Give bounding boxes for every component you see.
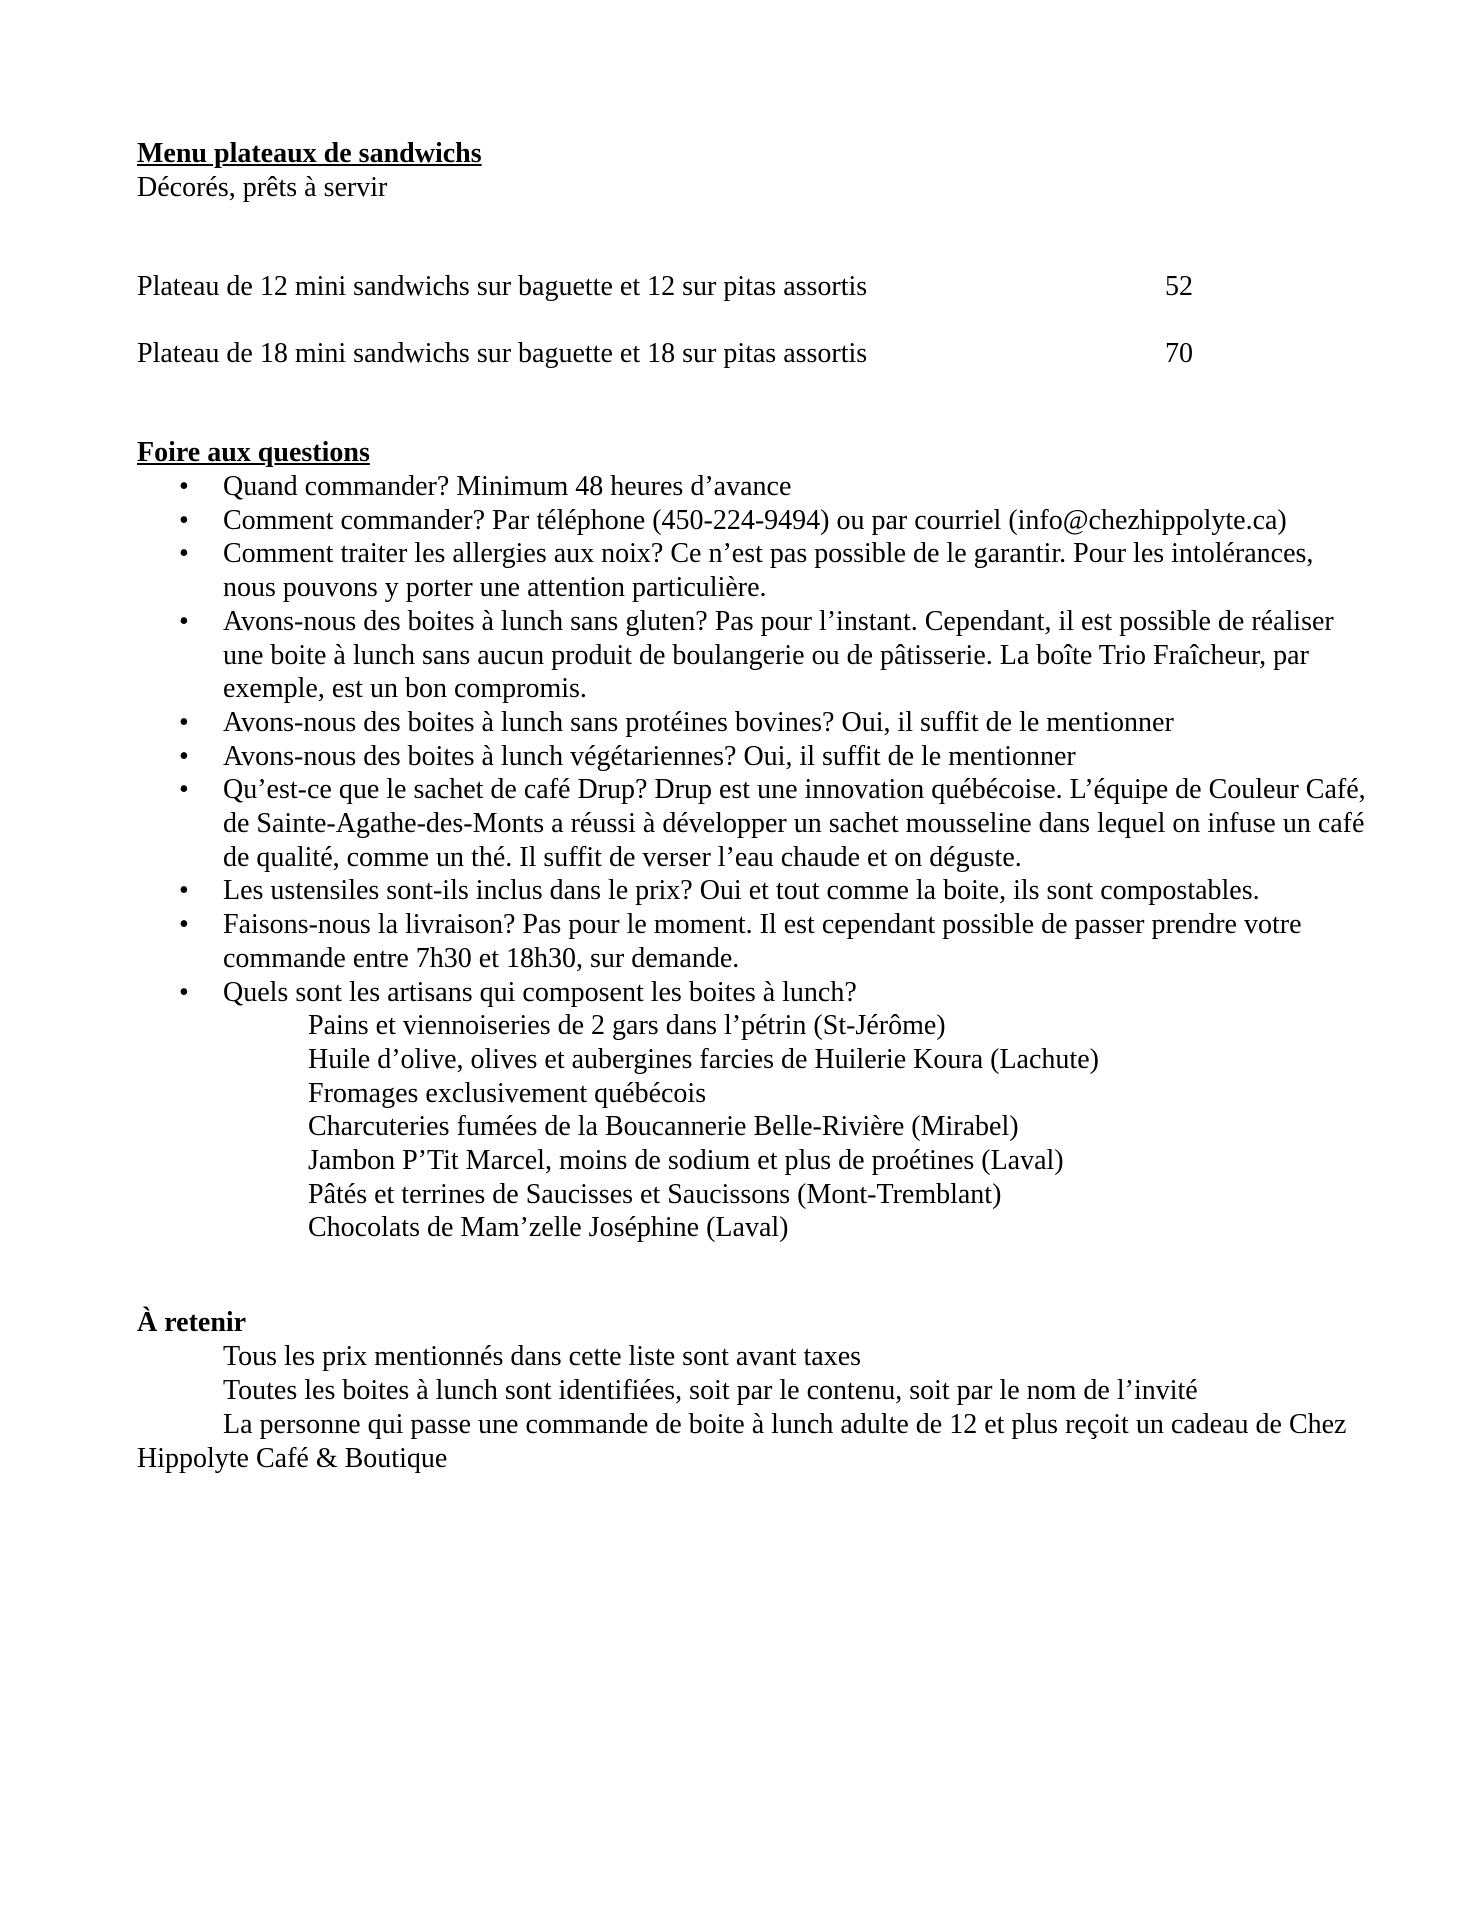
menu-item-price: 70 bbox=[1165, 338, 1193, 369]
faq-item bbox=[137, 874, 1367, 908]
artisan-item: Jambon P’Tit Marcel, moins de sodium et plus de proétines (Laval) bbox=[308, 1145, 1064, 1177]
bullet-icon: • bbox=[179, 909, 189, 941]
faq-item-text: Avons-nous des boites à lunch végétariennes? Oui, il suffit de le mentionner bbox=[223, 740, 1076, 772]
faq-list bbox=[137, 470, 1367, 1245]
artisan-item: Chocolats de Mam’zelle Joséphine (Laval) bbox=[308, 1212, 789, 1244]
bullet-icon: • bbox=[179, 605, 189, 637]
retain-item: Toutes les boites à lunch sont identifiées, soit par le contenu, soit par le nom de l’invité bbox=[223, 1375, 1198, 1406]
bullet-icon: • bbox=[179, 875, 189, 907]
bullet-icon: • bbox=[179, 976, 189, 1008]
faq-item-text: Avons-nous des boites à lunch sans protéines bovines? Oui, il suffit de le mentionner bbox=[223, 706, 1174, 738]
artisan-item: Fromages exclusivement québécois bbox=[308, 1077, 707, 1109]
artisan-item: Huile d’olive, olives et aubergines farcies de Huilerie Koura (Lachute) bbox=[308, 1043, 1099, 1075]
faq-item bbox=[137, 908, 1367, 975]
faq-item-text: Faisons-nous la livraison? Pas pour le moment. Il est cependant possible de passer prendre votre commande entre 7h30 et 18h30, sur demande. bbox=[223, 909, 1302, 974]
faq-item bbox=[137, 773, 1367, 874]
faq-item bbox=[137, 470, 1367, 504]
artisan-item: Charcuteries fumées de la Boucannerie Belle-Rivière (Mirabel) bbox=[308, 1111, 1019, 1143]
menu-item-label: Plateau de 12 mini sandwichs sur baguette et 12 sur pitas assortis bbox=[137, 271, 868, 302]
retain-item: La personne qui passe une commande de boite à lunch adulte de 12 et plus reçoit un cadeau de Chez Hippolyte Café & Boutique bbox=[137, 1409, 1347, 1474]
faq-item-text: Avons-nous des boites à lunch sans gluten? Pas pour l’instant. Cependant, il est possible de réaliser une boite à lunch sans aucun produit de boulangerie ou de pâtisserie. La boîte Trio Fraîcheur, par exemple, est un bon compromis. bbox=[223, 605, 1334, 705]
bullet-icon: • bbox=[179, 538, 189, 570]
faq-item-text: Qu’est-ce que le sachet de café Drup? Drup est une innovation québécoise. L’équipe de Couleur Café, de Sainte-Agathe-des-Monts a réussi à développer un sachet mousseline dans lequel on infuse un café de qualité, comme un thé. Il suffit de verser l’eau chaude et on déguste. bbox=[223, 774, 1366, 873]
bullet-icon: • bbox=[179, 504, 189, 536]
faq-item-text: Comment traiter les allergies aux noix? Ce n’est pas possible de le garantir. Pour les intolérances, nous pouvons y porter une attention particulière. bbox=[223, 538, 1314, 604]
faq-item bbox=[137, 706, 1367, 740]
artisan-item: Pains et viennoiseries de 2 gars dans l’pétrin (St-Jérôme) bbox=[308, 1010, 946, 1042]
faq-item bbox=[137, 976, 1367, 1246]
artisan-list bbox=[223, 1009, 1367, 1245]
menu-title: Menu plateaux de sandwichs bbox=[137, 138, 482, 169]
faq-item bbox=[137, 605, 1367, 706]
retain-list bbox=[137, 1340, 1367, 1476]
bullet-icon: • bbox=[179, 471, 189, 502]
faq-item bbox=[137, 537, 1367, 604]
bullet-icon: • bbox=[179, 706, 189, 738]
retain-title: À retenir bbox=[137, 1307, 247, 1338]
faq-item bbox=[137, 740, 1367, 774]
faq-item-text: Quand commander? Minimum 48 heures d’avance bbox=[223, 471, 792, 502]
bullet-icon: • bbox=[179, 774, 189, 806]
menu-item-label: Plateau de 18 mini sandwichs sur baguette et 18 sur pitas assortis bbox=[137, 338, 868, 369]
artisan-item: Pâtés et terrines de Saucisses et Saucissons (Mont-Tremblant) bbox=[308, 1178, 1002, 1210]
faq-item-text: Les ustensiles sont-ils inclus dans le prix? Oui et tout comme la boite, ils sont compostables. bbox=[223, 875, 1260, 907]
menu-subtitle: Décorés, prêts à servir bbox=[137, 172, 388, 203]
faq-item bbox=[137, 504, 1367, 538]
retain-item: Tous les prix mentionnés dans cette liste sont avant taxes bbox=[223, 1341, 862, 1372]
menu-item-price: 52 bbox=[1165, 271, 1193, 302]
faq-title: Foire aux questions bbox=[137, 437, 370, 468]
faq-item-text: Comment commander? Par téléphone (450-224-9494) ou par courriel (info@chezhippolyte.ca) bbox=[223, 504, 1287, 536]
faq-item-text: Quels sont les artisans qui composent les boites à lunch? bbox=[223, 976, 857, 1008]
bullet-icon: • bbox=[179, 740, 189, 772]
